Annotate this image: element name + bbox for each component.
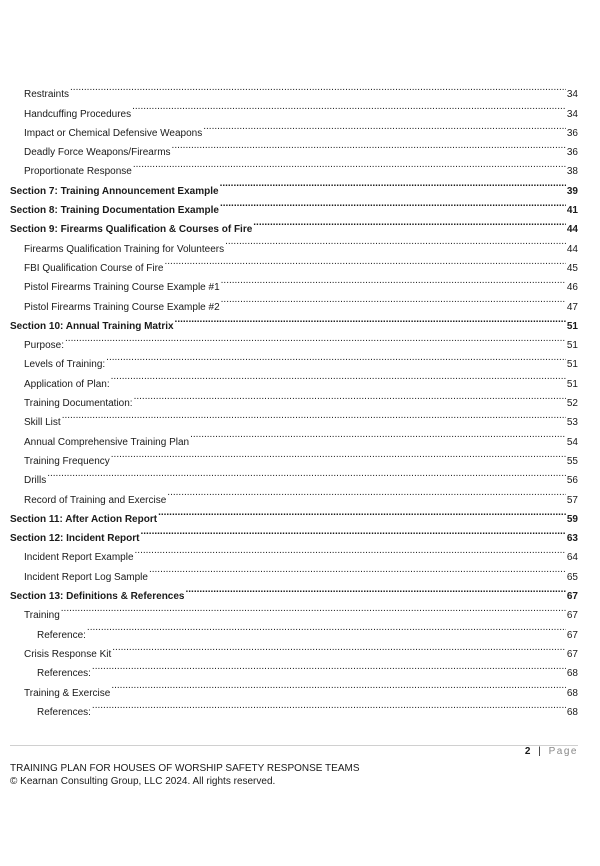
toc-entry-label: Section 8: Training Documentation Example xyxy=(10,205,219,217)
toc-entry-page: 67 xyxy=(566,591,578,603)
toc-dot-leader xyxy=(133,155,566,174)
toc-dot-leader xyxy=(190,425,566,444)
toc-dot-leader xyxy=(62,406,566,425)
toc-dot-leader xyxy=(132,97,566,116)
toc-dot-leader xyxy=(111,676,566,695)
toc-entry-page: 67 xyxy=(566,648,578,660)
toc-entry[interactable] xyxy=(10,348,578,371)
toc-entry-page: 36 xyxy=(566,147,578,159)
toc-entry-label: Reference: xyxy=(37,629,86,641)
toc-dot-leader xyxy=(87,618,566,637)
toc-dot-leader xyxy=(165,252,566,271)
toc-entry-page: 45 xyxy=(566,262,578,274)
toc-entry[interactable] xyxy=(10,97,578,120)
toc-entry-label: Proportionate Response xyxy=(24,166,132,178)
toc-entry[interactable] xyxy=(10,329,578,352)
toc-entry-label: Application of Plan: xyxy=(24,378,110,390)
toc-dot-leader xyxy=(221,290,566,309)
toc-dot-leader xyxy=(92,657,566,676)
toc-dot-leader xyxy=(111,445,566,464)
toc-entry-page: 54 xyxy=(566,436,578,448)
toc-entry[interactable] xyxy=(10,406,578,429)
toc-entry-label: Training Documentation: xyxy=(24,398,133,410)
toc-entry-label: Purpose: xyxy=(24,340,65,352)
toc-dot-leader xyxy=(225,232,566,251)
toc-entry-page: 41 xyxy=(566,205,578,217)
toc-entry-label: Pistol Firearms Training Course Example #2 xyxy=(24,301,220,313)
toc-dot-leader xyxy=(203,117,566,136)
toc-entry-label: References: xyxy=(37,668,91,680)
toc-entry[interactable] xyxy=(10,464,578,487)
toc-entry-page: 44 xyxy=(566,224,578,236)
toc-entry-page: 59 xyxy=(566,513,578,525)
toc-dot-leader xyxy=(106,348,566,367)
toc-entry-label: Pistol Firearms Training Course Example #1 xyxy=(24,282,220,294)
toc-dot-leader xyxy=(111,367,566,386)
toc-entry-page: 67 xyxy=(566,610,578,622)
toc-entry-page: 57 xyxy=(566,494,578,506)
toc-entry-label: References: xyxy=(37,706,91,718)
toc-entry-label: Record of Training and Exercise xyxy=(24,494,167,506)
toc-entry-page: 68 xyxy=(566,706,578,718)
toc-entry-page: 68 xyxy=(566,687,578,699)
toc-entry-label: Crisis Response Kit xyxy=(24,648,112,660)
toc-dot-leader xyxy=(92,696,566,715)
page-number-separator: | xyxy=(538,746,543,757)
toc-entry-page: 34 xyxy=(566,108,578,120)
toc-dot-leader xyxy=(221,271,566,290)
toc-dot-leader xyxy=(220,174,566,193)
toc-entry[interactable] xyxy=(10,618,578,641)
toc-entry-page: 44 xyxy=(566,243,578,255)
toc-entry-page: 39 xyxy=(566,185,578,197)
toc-dot-leader xyxy=(186,580,566,599)
toc-entry-page: 67 xyxy=(566,629,578,641)
toc-entry-label: Training & Exercise xyxy=(24,687,111,699)
toc-dot-leader xyxy=(65,329,566,348)
toc-entry-label: Section 9: Firearms Qualification & Courses of Fire xyxy=(10,224,253,236)
toc-entry-page: 47 xyxy=(566,301,578,313)
toc-dot-leader xyxy=(158,503,566,522)
toc-entry-page: 46 xyxy=(566,282,578,294)
page-number-value: 2 xyxy=(524,746,532,757)
toc-entry-label: Firearms Qualification Training for Volunteers xyxy=(24,243,225,255)
toc-entry-page: 68 xyxy=(566,668,578,680)
page-number xyxy=(525,746,578,757)
toc-entry-page: 51 xyxy=(566,378,578,390)
toc-dot-leader xyxy=(253,213,566,232)
toc-entry[interactable] xyxy=(10,78,578,101)
footer xyxy=(10,762,360,788)
toc-entry-label: Annual Comprehensive Training Plan xyxy=(24,436,190,448)
toc-dot-leader xyxy=(70,78,566,97)
toc-entry[interactable] xyxy=(10,657,578,680)
page-word: Page xyxy=(548,746,578,757)
toc-entry-label: Levels of Training: xyxy=(24,359,106,371)
toc-dot-leader xyxy=(134,387,566,406)
toc-entry-label: Incident Report Example xyxy=(24,552,134,564)
toc-entry-page: 51 xyxy=(566,340,578,352)
footer-copyright: © Kearnan Consulting Group, LLC 2024. All rights reserved. xyxy=(10,776,276,787)
toc-entry-label: Training Frequency xyxy=(24,455,110,467)
toc-entry-label: Section 10: Annual Training Matrix xyxy=(10,320,174,332)
toc-entry-label: Drills xyxy=(24,475,47,487)
toc-entry-page: 51 xyxy=(566,359,578,371)
toc-dot-leader xyxy=(220,194,566,213)
toc-entry[interactable] xyxy=(10,599,578,622)
toc-entry-page: 36 xyxy=(566,127,578,139)
toc-entry-label: Handcuffing Procedures xyxy=(24,108,132,120)
toc-dot-leader xyxy=(149,560,566,579)
toc-dot-leader xyxy=(172,136,566,155)
toc-dot-leader xyxy=(167,483,566,502)
toc-dot-leader xyxy=(47,464,566,483)
toc-entry-page: 55 xyxy=(566,455,578,467)
toc-entry[interactable] xyxy=(10,638,578,660)
toc-dot-leader xyxy=(112,638,566,657)
toc-entry-page: 51 xyxy=(566,320,578,332)
toc-entry-label: Training xyxy=(24,610,60,622)
toc-dot-leader xyxy=(61,599,566,618)
toc-entry[interactable] xyxy=(10,425,578,448)
toc-entry-label: Impact or Chemical Defensive Weapons xyxy=(24,127,203,139)
toc-dot-leader xyxy=(140,522,565,541)
toc-entry-label: Section 7: Training Announcement Example xyxy=(10,185,219,197)
footer-document-title: TRAINING PLAN FOR HOUSES OF WORSHIP SAFETY RESPONSE TEAMS xyxy=(10,763,360,774)
toc-entry[interactable] xyxy=(10,676,578,699)
table-of-contents xyxy=(10,78,578,718)
toc-entry-label: Incident Report Log Sample xyxy=(24,571,148,583)
toc-entry-page: 52 xyxy=(566,398,578,410)
toc-entry-page: 65 xyxy=(566,571,578,583)
toc-entry-label: Section 12: Incident Report xyxy=(10,533,140,545)
footer-divider xyxy=(10,745,578,746)
toc-dot-leader xyxy=(175,310,566,329)
toc-entry-page: 56 xyxy=(566,475,578,487)
toc-entry-label: Deadly Force Weapons/Firearms xyxy=(24,147,171,159)
toc-entry[interactable] xyxy=(10,696,578,718)
toc-entry-page: 34 xyxy=(566,89,578,101)
toc-entry-page: 53 xyxy=(566,417,578,429)
toc-entry-label: Section 11: After Action Report xyxy=(10,513,158,525)
toc-dot-leader xyxy=(135,541,566,560)
toc-entry-page: 64 xyxy=(566,552,578,564)
toc-entry-label: Section 13: Definitions & References xyxy=(10,591,185,603)
toc-entry-label: FBI Qualification Course of Fire xyxy=(24,262,164,274)
toc-entry-page: 38 xyxy=(566,166,578,178)
toc-entry-label: Skill List xyxy=(24,417,61,429)
toc-entry-page: 63 xyxy=(566,533,578,545)
toc-entry[interactable] xyxy=(10,483,578,506)
toc-entry-label: Restraints xyxy=(24,89,70,101)
